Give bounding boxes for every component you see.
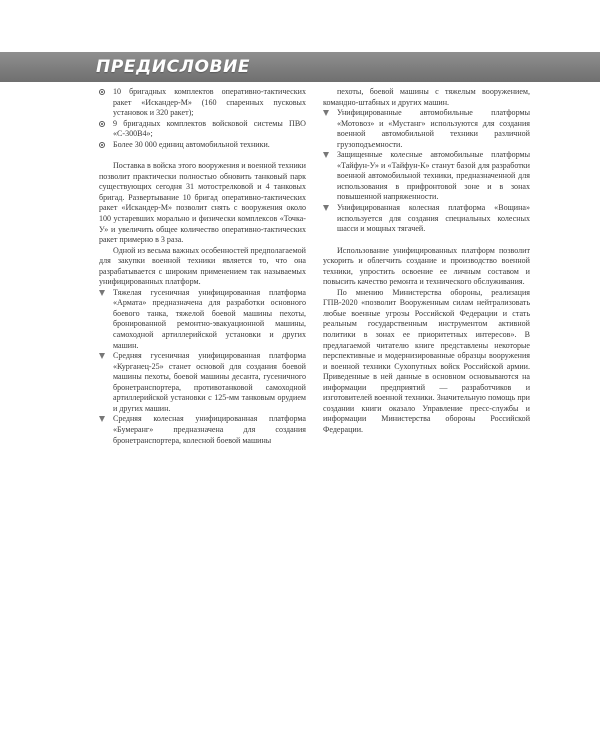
right-column [323,87,530,436]
list-item: Средняя колесная унифицированная платформа «Бумеранг» предназначена для создания бронетранспортера, колесной боевой машины [99,414,306,446]
platforms-list [323,108,530,235]
paragraph: Поставка в войска этого вооружения и военной техники позволит практически полностью обновить танковый парк существующих сегодня 31 мотострелковой и 4 танковых бригад. Развертывание 10 бригад оперативно-тактических ракет «Искандер-М» позволит снять с вооружения около 100 устаревших морально и физически комплексов «Точка-У» и увеличить общее количество оперативно-тактических ракет примерно в 3 раза. [99,161,306,245]
page-title: ПРЕДИСЛОВИЕ [96,57,251,77]
list-item: Тяжелая гусеничная унифицированная платформа «Армата» предназначена для разработки основного боевого танка, тяжелой боевой машины пехоты, бронированной ремонтно-эвакуационной машины, самоходной артиллерийской установки и других машин. [99,288,306,351]
list-item: Более 30 000 единиц автомобильной техники. [99,140,306,151]
paragraph: Одной из весьма важных особенностей предполагаемой для закупки военной техники является то, что она разрабатывается с широким применением так называемых унифицированных платформ. [99,245,306,287]
list-item: Защищенные колесные автомобильные платформы «Тайфун-У» и «Тайфун-К» станут базой для разработки военной автомобильной техники, предназначенной для использования в прифронтовой зоне и в зонах повышенной напряженности. [323,150,530,203]
triangle-bullet-icon [99,290,105,296]
triangle-bullet-icon [99,353,105,359]
triangle-bullet-icon [323,205,329,211]
list-item: 10 бригадных комплектов оперативно-тактических ракет «Искандер-М» (160 спаренных пусковых установок и 320 ракет); [99,87,306,119]
platforms-list [99,288,306,446]
list-item: 9 бригадных комплектов войсковой системы ПВО «С-300В4»; [99,119,306,140]
round-bullet-icon [99,121,105,127]
stats-list [99,87,306,150]
left-column [99,87,306,446]
paragraph: По мнению Министерства обороны, реализация ГПВ-2020 «позволит Вооруженным силам нейтрализовать любые военные угрозы Российской Федерации и стать реальным государственным инструментом активной политики в зонах ее приоритетных интересов». В предлагаемой читателю книге представлены некоторые перспективные и модернизированные образцы вооружения и военной техники Сухопутных войск Российской армии. Приведенные в ней данные в основном основываются на информации предприятий — разработчиков и изготовителей военной техники. Значительную помощь при создании книги оказало Управление пресс-службы и информации Министерства обороны Российской Федерации. [323,287,530,434]
round-bullet-icon [99,89,105,95]
list-item: Средняя гусеничная унифицированная платформа «Курганец-25» станет основой для создания боевой машины пехоты, боевой машины десанта, гусеничного бронетранспортера, противотанковой самоходной артиллерийской установки с 125-мм танковым орудием и других машин. [99,351,306,414]
triangle-bullet-icon [323,152,329,158]
triangle-bullet-icon [99,416,105,422]
round-bullet-icon [99,142,105,148]
paragraph-continuation: пехоты, боевой машины с тяжелым вооружением, командно-штабных и других машин. [323,87,530,107]
list-item: Унифицированная колесная платформа «Вощина» используется для создания специальных колесных шасси и мощных тягачей. [323,203,530,235]
triangle-bullet-icon [323,110,329,116]
list-item: Унифицированные автомобильные платформы «Мотовоз» и «Мустанг» используются для создания военной автомобильной техники различной грузоподъемности. [323,108,530,150]
header-band [0,52,600,82]
paragraph: Использование унифицированных платформ позволит ускорить и облегчить создание и производство военной техники, упростить освоение ее личным составом и повысить качество ремонта и технического обслуживания. [323,245,530,287]
